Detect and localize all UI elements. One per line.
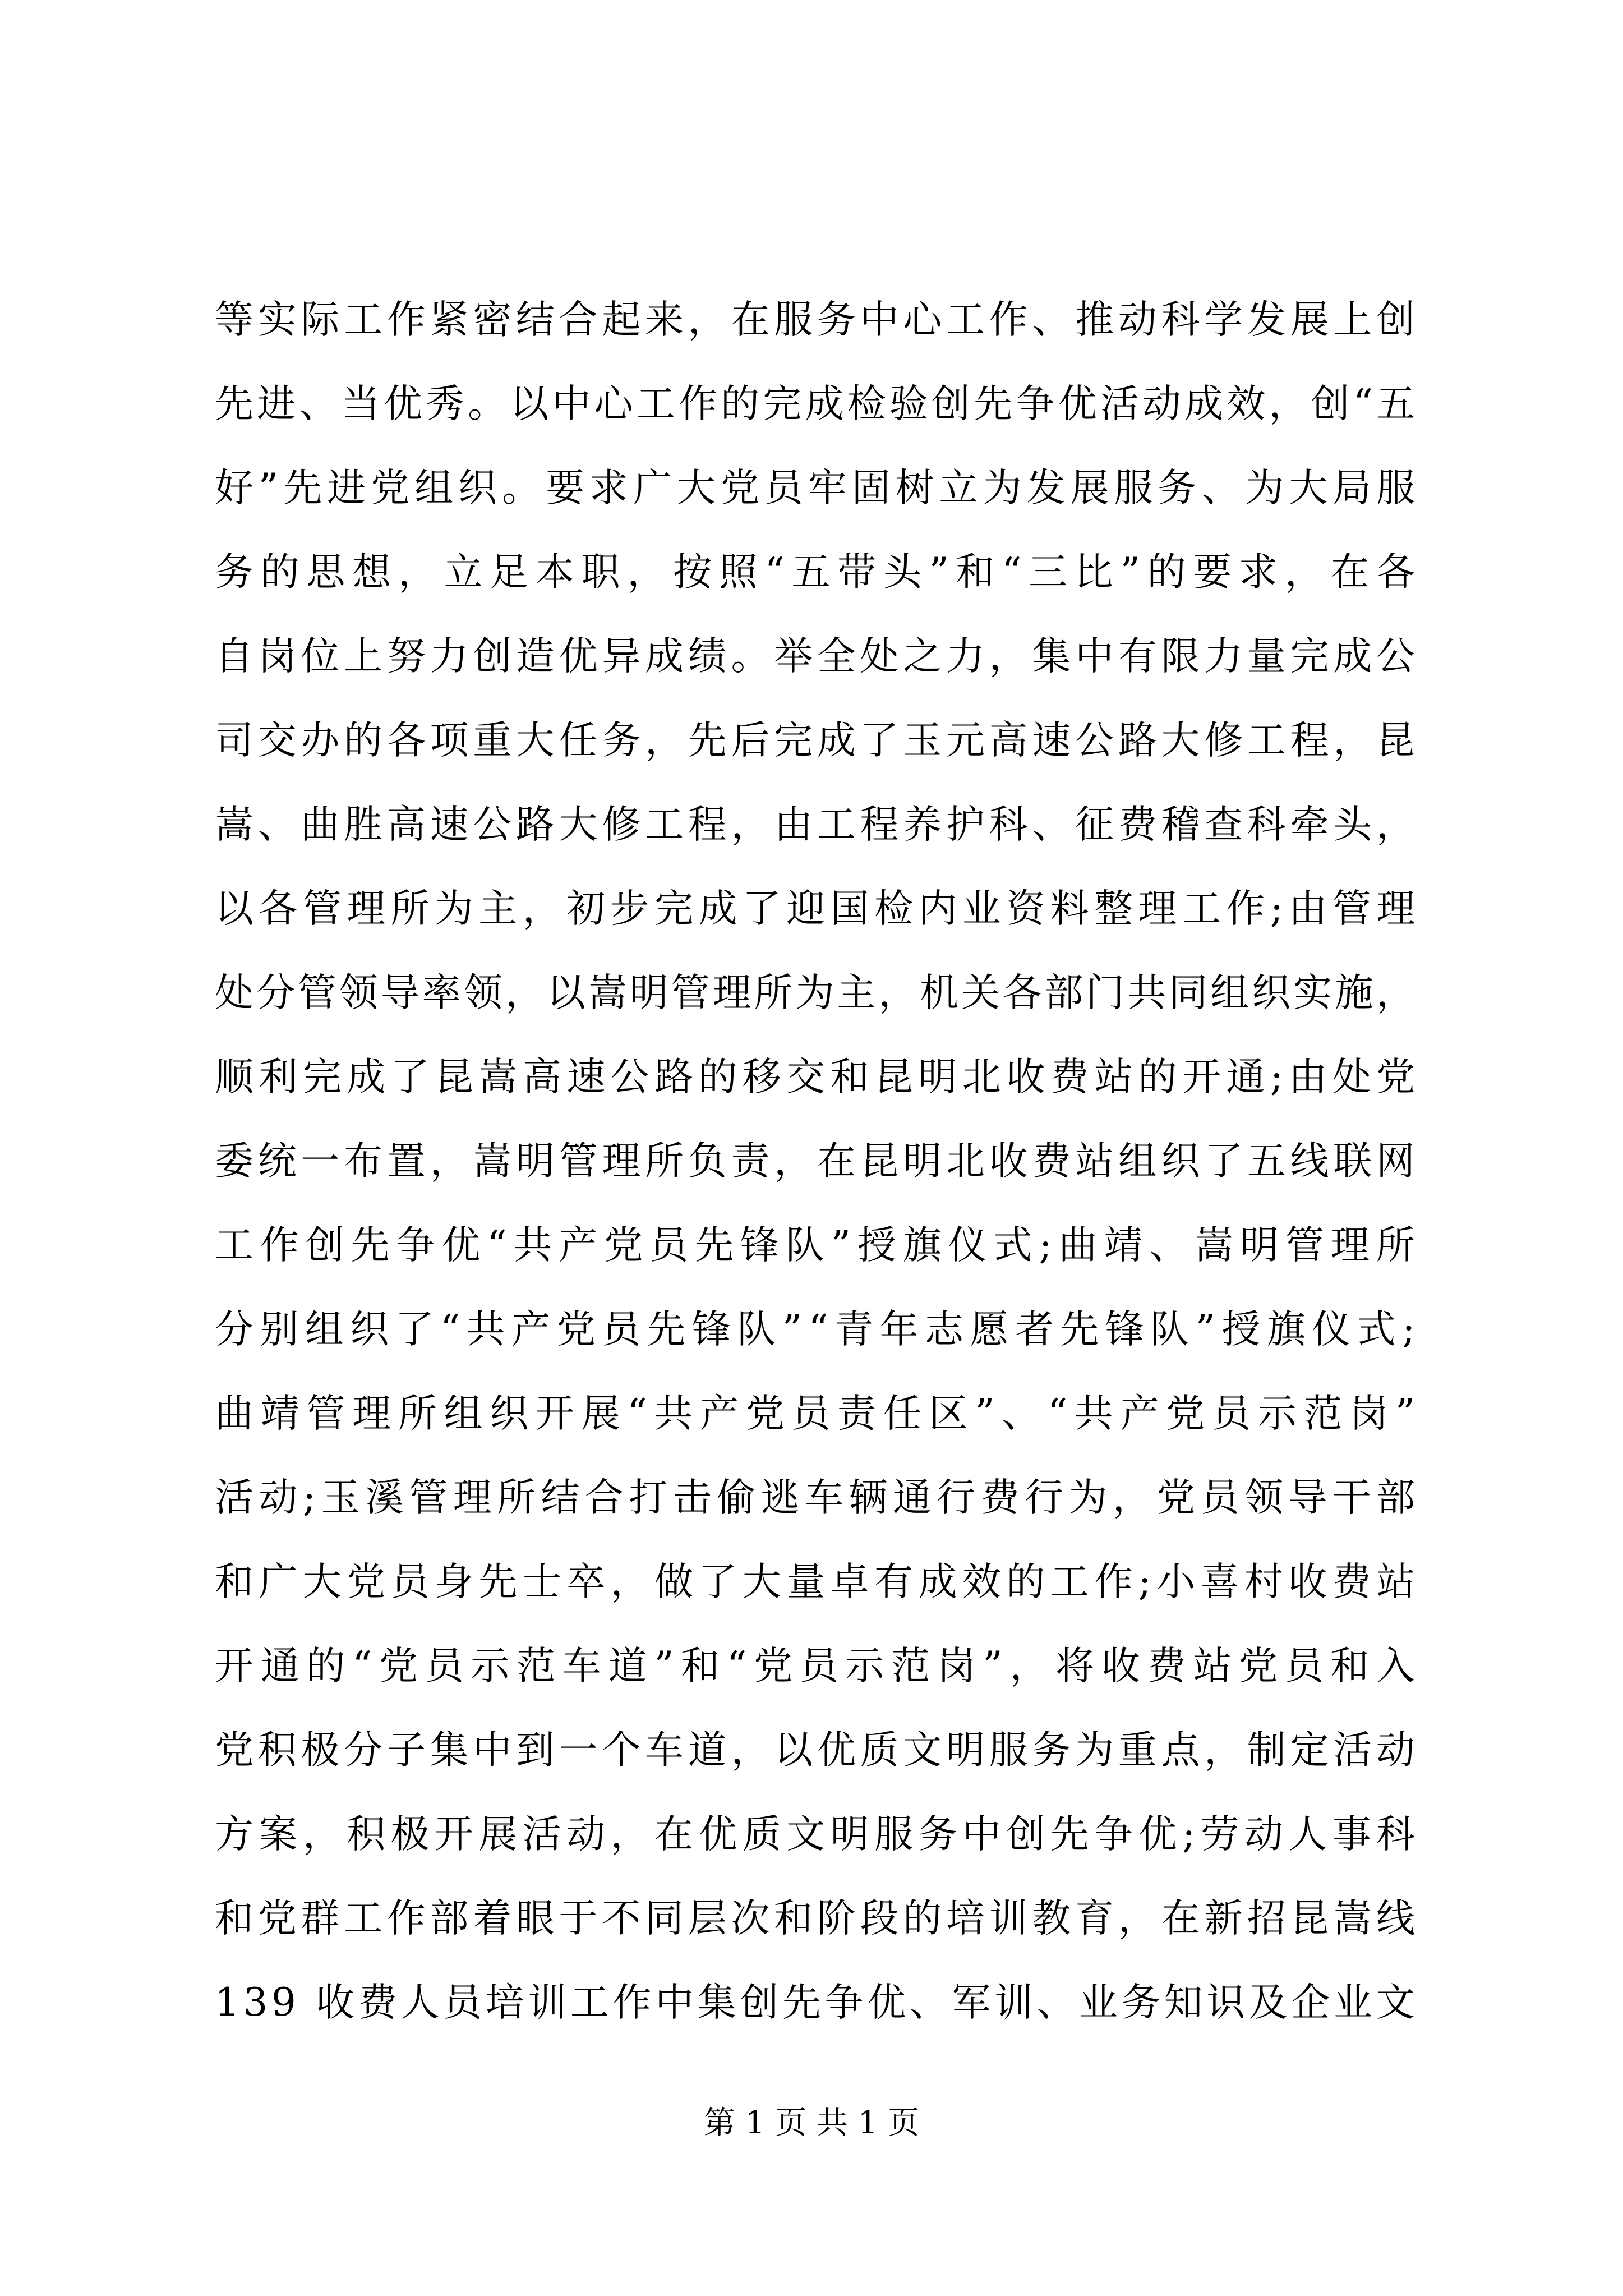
- text-line: 先进、当优秀。以中心工作的完成检验创先争优活动成效，创“五: [215, 381, 1419, 426]
- text-line: 和广大党员身先士卒，做了大量卓有成效的工作;小喜村收费站: [215, 1559, 1421, 1604]
- text-line: 139 收费人员培训工作中集创先争优、军训、业务知识及企业文: [215, 1980, 1419, 2025]
- text-line: 务的思想，立足本职，按照“五带头”和“三比”的要求，在各: [215, 550, 1422, 595]
- text-line: 工作创先争优“共产党员先锋队”授旗仪式;曲靖、嵩明管理所: [215, 1223, 1422, 1268]
- text-line: 自岗位上努力创造优异成绩。举全处之力，集中有限力量完成公: [215, 634, 1419, 679]
- text-line: 分别组织了“共产党员先锋队”“青年志愿者先锋队”授旗仪式;: [215, 1307, 1422, 1352]
- text-line: 以各管理所为主，初步完成了迎国检内业资料整理工作;由管理: [215, 886, 1421, 931]
- text-line: 活动;玉溪管理所结合打击偷逃车辆通行费行为，党员领导干部: [215, 1475, 1421, 1520]
- text-line: 方案，积极开展活动，在优质文明服务中创先争优;劳动人事科: [215, 1812, 1421, 1857]
- text-line: 处分管领导率领，以嵩明管理所为主，机关各部门共同组织实施，: [215, 970, 1418, 1015]
- text-line: 顺利完成了昆嵩高速公路的移交和昆明北收费站的开通;由处党: [215, 1055, 1421, 1099]
- text-line: 和党群工作部着眼于不同层次和阶段的培训教育，在新招昆嵩线: [215, 1896, 1419, 1941]
- text-line: 嵩、曲胜高速公路大修工程，由工程养护科、征费稽查科牵头，: [215, 802, 1419, 847]
- text-line: 等实际工作紧密结合起来，在服务中心工作、推动科学发展上创: [215, 297, 1419, 342]
- text-line: 开通的“党员示范车道”和“党员示范岗”，将收费站党员和入: [215, 1644, 1422, 1688]
- text-line: 党积极分子集中到一个车道，以优质文明服务为重点，制定活动: [215, 1728, 1419, 1773]
- text-line: 好”先进党组织。要求广大党员牢固树立为发展服务、为大局服: [215, 466, 1421, 510]
- text-line: 委统一布置，嵩明管理所负责，在昆明北收费站组织了五线联网: [215, 1139, 1419, 1184]
- text-line: 曲靖管理所组织开展“共产党员责任区”、“共产党员示范岗”: [215, 1391, 1422, 1436]
- text-line: 司交办的各项重大任务，先后完成了玉元高速公路大修工程，昆: [215, 718, 1419, 763]
- page-number-footer: 第 1 页 共 1 页: [703, 2105, 920, 2141]
